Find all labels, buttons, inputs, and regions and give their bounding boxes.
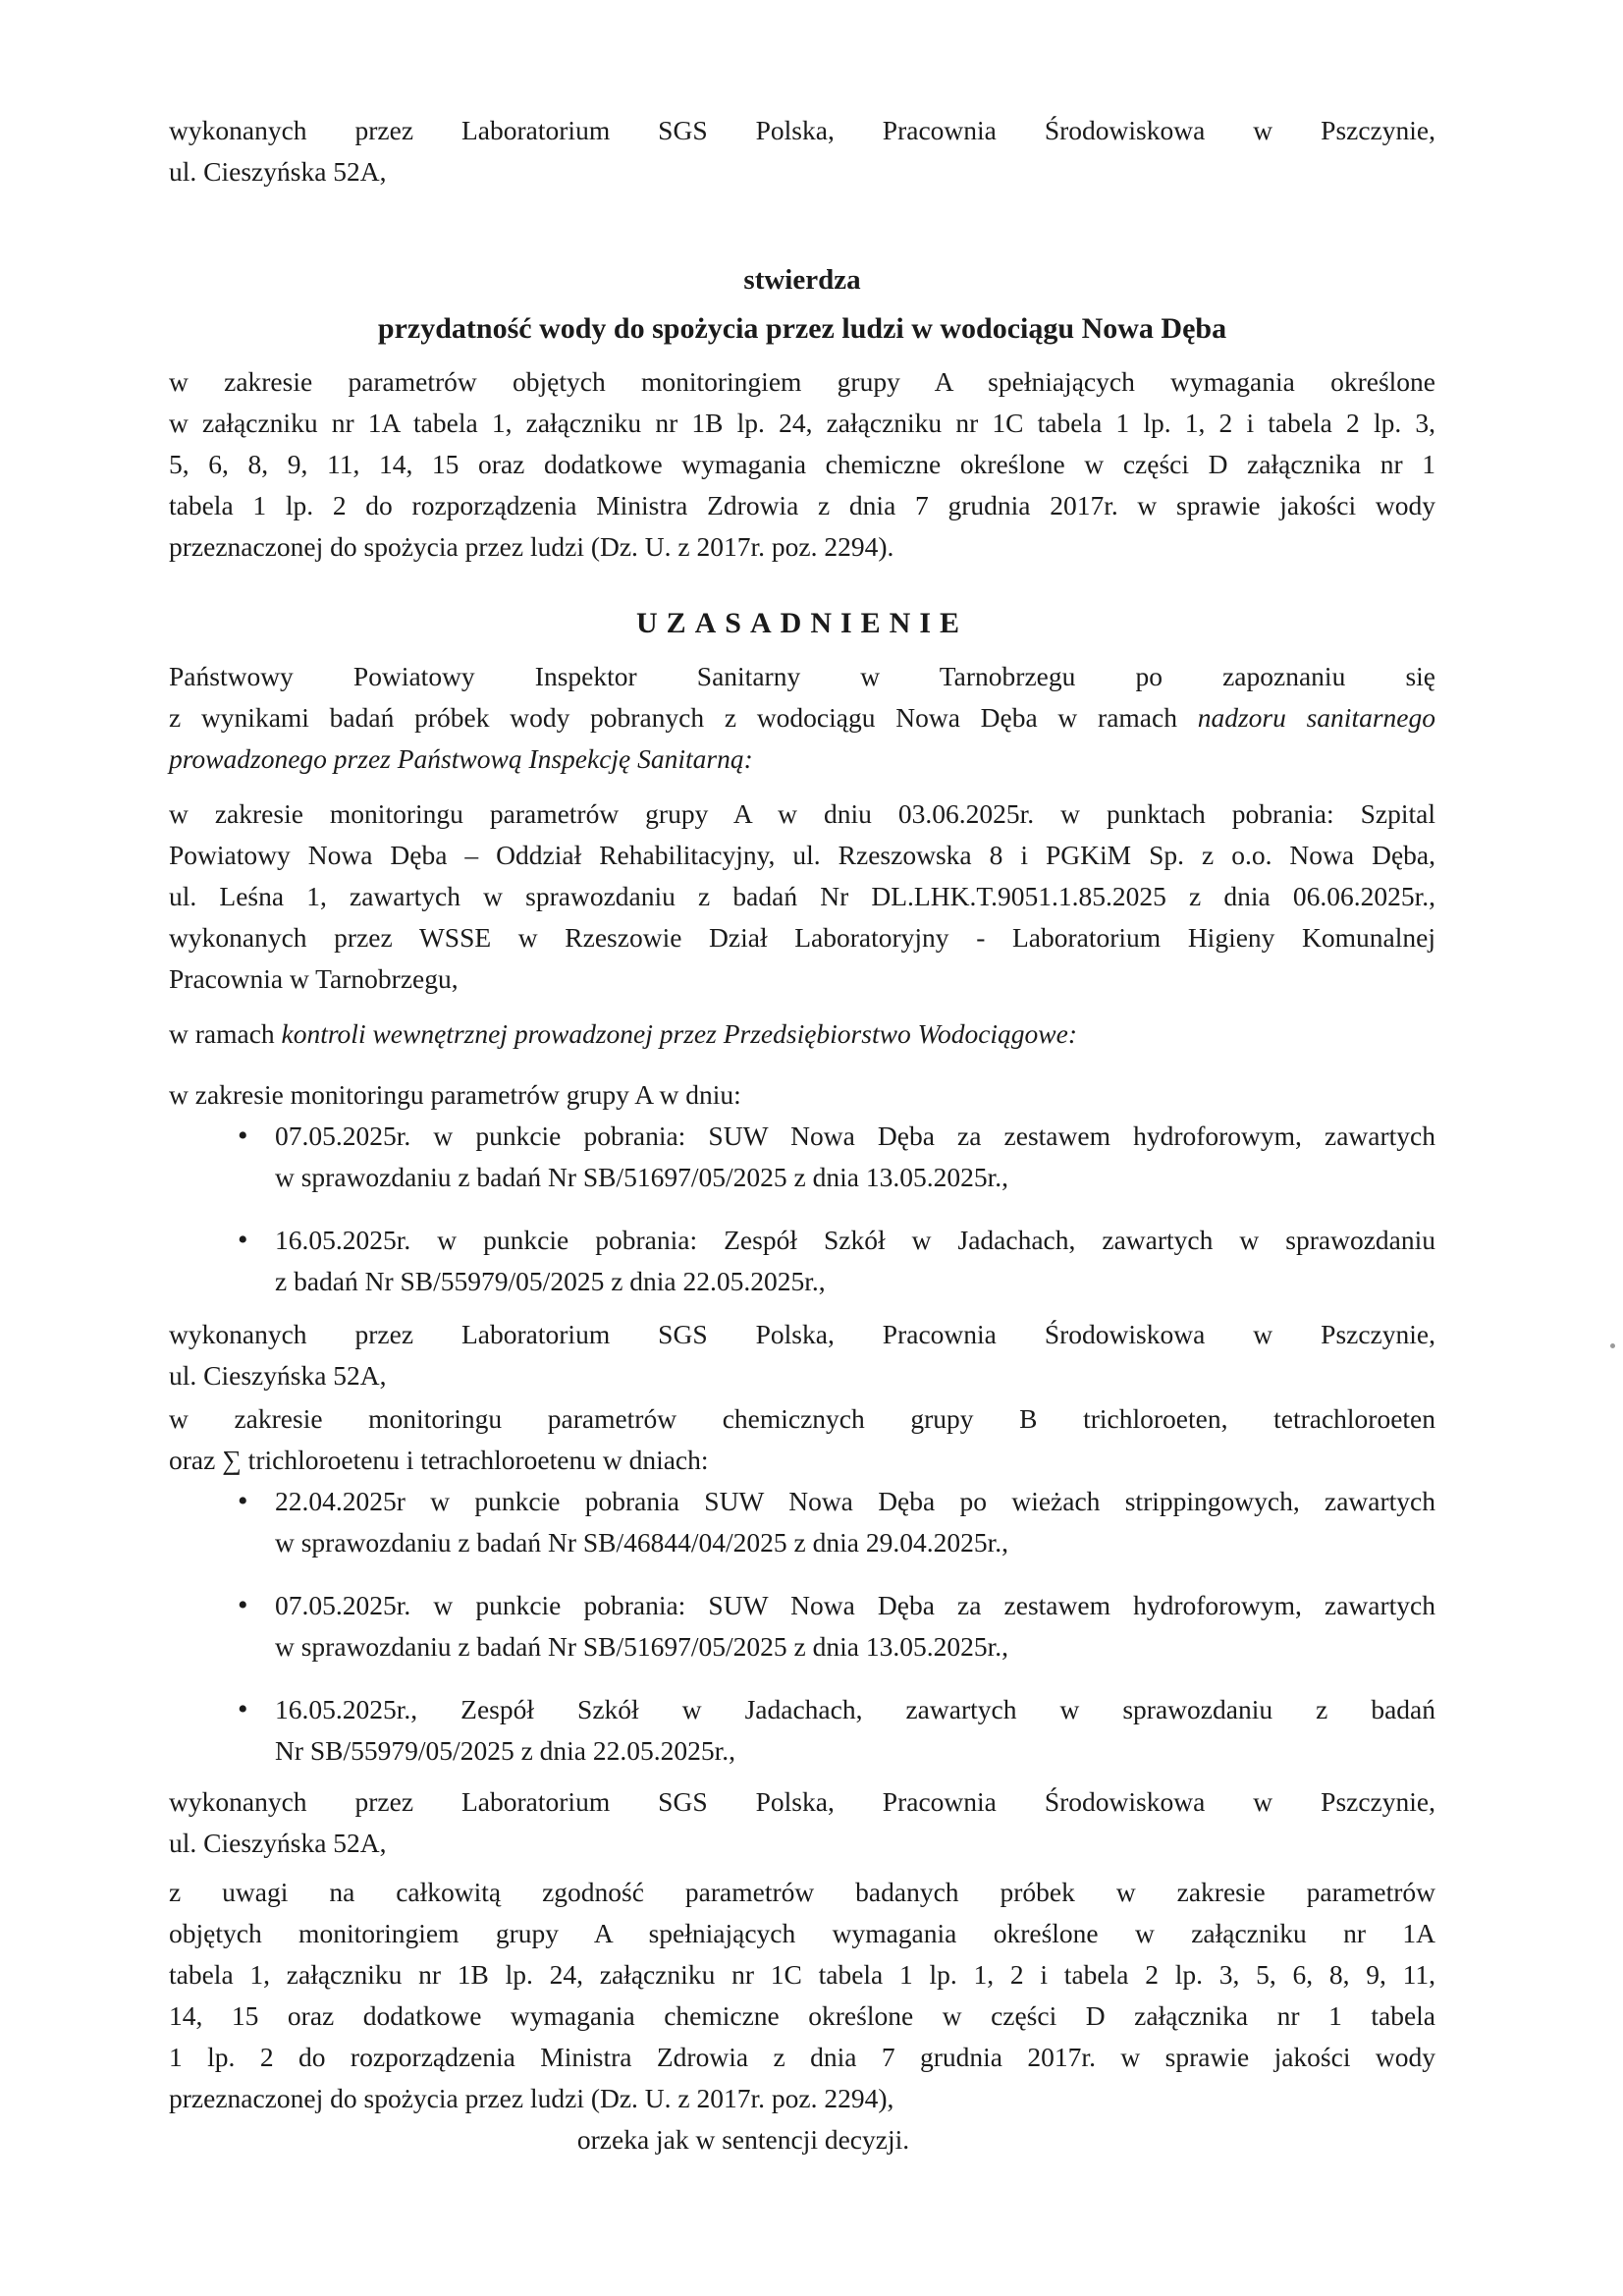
text-line: w sprawozdaniu z badań Nr SB/51697/05/2025 z dnia 13.05.2025r., <box>275 1631 1008 1662</box>
text-line: oraz ∑ trichloroetenu i tetrachloroetenu w dniach: <box>169 1445 709 1475</box>
text-line: wykonanych przez Laboratorium SGS Polska, Pracownia Środowiskowa w Pszczynie, <box>169 1319 1435 1349</box>
text-line: przeznaczonej do spożycia przez ludzi (Dz. U. z 2017r. poz. 2294), <box>169 2083 894 2113</box>
heading-stwierdza: stwierdza <box>743 264 861 296</box>
paragraph-inspektor <box>169 656 1435 780</box>
paragraph-lab-sgs-mid <box>169 1314 1435 1396</box>
text-line: przeznaczonej do spożycia przez ludzi (Dz. U. z 2017r. poz. 2294). <box>169 531 894 562</box>
text-line: w zakresie parametrów objętych monitoringiem grupy A spełniających wymagania określone <box>169 366 1435 397</box>
paragraph-kontrola-wewnetrzna <box>169 1013 1435 1055</box>
text-line: 1 lp. 2 do rozporządzenia Ministra Zdrowia z dnia 7 grudnia 2017r. w sprawie jakości wody <box>169 2042 1435 2072</box>
text-line: • 16.05.2025r. w punkcie pobrania: Zespół Szkół w Jadachach, zawartych w sprawozdaniu <box>275 1225 1435 1255</box>
text-line: w sprawozdaniu z badań Nr SB/46844/04/2025 z dnia 29.04.2025r., <box>275 1527 1008 1558</box>
heading-uzasadnienie: UZASADNIENIE <box>635 607 969 639</box>
text-line: w sprawozdaniu z badań Nr SB/51697/05/2025 z dnia 13.05.2025r., <box>275 1162 1008 1192</box>
bullet-list-monitoring-b <box>169 1481 1435 1772</box>
text-line: Państwowy Powiatowy Inspektor Sanitarny w Tarnobrzegu po zapoznaniu się <box>169 661 1435 691</box>
list-item <box>169 1116 1435 1198</box>
text-line: wykonanych przez WSSE w Rzeszowie Dział Laboratoryjny - Laboratorium Higieny Komunalnej <box>169 922 1435 953</box>
text-line: ul. Cieszyńska 52A, <box>169 156 387 187</box>
text-run-italic: nadzoru sanitarnego <box>1197 702 1435 733</box>
list-item <box>169 1585 1435 1667</box>
text-line: • 22.04.2025r w punkcie pobrania SUW Nowa Dęba po wieżach strippingowych, zawartych <box>275 1486 1435 1516</box>
text-line: tabela 1 lp. 2 do rozporządzenia Ministra Zdrowia z dnia 7 grudnia 2017r. w sprawie jakości wody <box>169 490 1435 520</box>
text-line: • 07.05.2025r. w punkcie pobrania: SUW Nowa Dęba za zestawem hydroforowym, zawartych <box>275 1590 1435 1620</box>
text-line: wykonanych przez Laboratorium SGS Polska, Pracownia Środowiskowa w Pszczynie, <box>169 1786 1435 1817</box>
paragraph-zakres-parametrow <box>169 361 1435 568</box>
text-line: tabela 1, załączniku nr 1B lp. 24, załączniku nr 1C tabela 1 lp. 1, 2 i tabela 2 lp. 3, 5, 6, 8, 9, 11, <box>169 1959 1435 1990</box>
paragraph-lab-sgs-bottom <box>169 1781 1435 1864</box>
text-line: wykonanych przez Laboratorium SGS Polska, Pracownia Środowiskowa w Pszczynie, <box>169 115 1435 145</box>
text-line: • 16.05.2025r., Zespół Szkół w Jadachach, zawartych w sprawozdaniu z badań <box>275 1694 1435 1724</box>
text-line <box>169 697 1435 738</box>
heading-title: przydatność wody do spożycia przez ludzi w wodociągu Nowa Dęba <box>377 312 1227 345</box>
text-run: z wynikami badań próbek wody pobranych z wodociągu Nowa Dęba w ramach <box>169 702 1198 733</box>
list-item <box>169 1481 1435 1563</box>
text-line: 14, 15 oraz dodatkowe wymagania chemiczne określone w części D załącznika nr 1 tabela <box>169 2000 1435 2031</box>
text-line: Powiatowy Nowa Dęba – Oddział Rehabilitacyjny, ul. Rzeszowska 8 i PGKiM Sp. z o.o. Nowa Dęba, <box>169 840 1435 870</box>
bullet-list-monitoring-a <box>169 1116 1435 1302</box>
scan-speck <box>1610 1343 1615 1348</box>
paragraph-zgodnosc <box>169 1872 1435 2119</box>
text-line: z uwagi na całkowitą zgodność parametrów badanych próbek w zakresie parametrów <box>169 1877 1435 1907</box>
text-run-italic: kontroli wewnętrznej prowadzonej przez Przedsiębiorstwo Wodociągowe: <box>281 1018 1078 1049</box>
paragraph-grupa-a-dniu: w zakresie monitoringu parametrów grupy A w dniu: <box>169 1079 741 1110</box>
text-line: ul. Leśna 1, zawartych w sprawozdaniu z badań Nr DL.LHK.T.9051.1.85.2025 z dnia 06.06.2025r., <box>169 881 1435 911</box>
list-item <box>169 1689 1435 1772</box>
text-run: w ramach <box>169 1018 282 1049</box>
text-line: Pracownia w Tarnobrzegu, <box>169 963 459 994</box>
text-line: Nr SB/55979/05/2025 z dnia 22.05.2025r., <box>275 1735 736 1766</box>
paragraph-orzeka: orzeka jak w sentencji decyzji. <box>576 2124 910 2155</box>
text-line: z badań Nr SB/55979/05/2025 z dnia 22.05.2025r., <box>275 1266 826 1296</box>
text-line: w zakresie monitoringu parametrów chemicznych grupy B trichloroeten, tetrachloroeten <box>169 1403 1435 1434</box>
list-item <box>169 1220 1435 1302</box>
text-line: • 07.05.2025r. w punkcie pobrania: SUW Nowa Dęba za zestawem hydroforowym, zawartych <box>275 1121 1435 1151</box>
paragraph-lab-sgs-top <box>169 110 1435 192</box>
paragraph-grupa-b <box>169 1398 1435 1481</box>
text-line <box>169 738 1435 780</box>
text-run-italic: prowadzonego przez Państwową Inspekcję Sanitarną: <box>169 743 753 774</box>
document-content <box>169 110 1435 2160</box>
text-line: ul. Cieszyńska 52A, <box>169 1828 387 1858</box>
text-line: objętych monitoringiem grupy A spełniających wymagania określone w załączniku nr 1A <box>169 1918 1435 1948</box>
paragraph-monitoring-grupa-a <box>169 793 1435 1000</box>
text-line: ul. Cieszyńska 52A, <box>169 1360 387 1391</box>
text-line: 5, 6, 8, 9, 11, 14, 15 oraz dodatkowe wymagania chemiczne określone w części D załącznika nr 1 <box>169 449 1435 479</box>
text-line: w zakresie monitoringu parametrów grupy A w dniu 03.06.2025r. w punktach pobrania: Szpital <box>169 798 1435 829</box>
text-line: w załączniku nr 1A tabela 1, załączniku nr 1B lp. 24, załączniku nr 1C tabela 1 lp. 1, 2 i tabela 2 lp. 3, <box>169 408 1435 438</box>
